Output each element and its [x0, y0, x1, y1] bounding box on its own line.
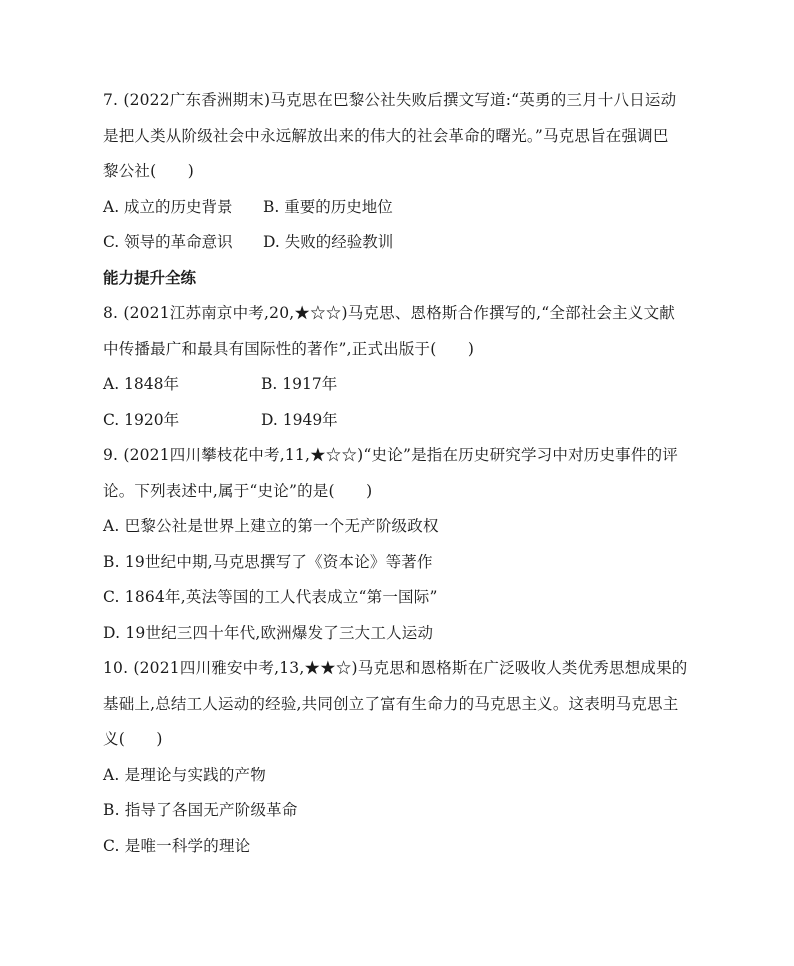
question-8-option-a: A. 1848年 — [103, 375, 179, 393]
question-10-stem-line-2: 基础上,总结工人运动的经验,共同创立了富有生命力的马克思主义。这表明马克思主 — [103, 694, 679, 713]
question-7-option-a: A. 成立的历史背景 — [103, 197, 233, 216]
question-9-stem-line-1: 9. (2021四川攀枝花中考,11,★☆☆)“史论”是指在历史研究学习中对历史事件的评 — [103, 446, 678, 464]
question-9 — [103, 438, 698, 651]
question-9-option-c: C. 1864年,英法等国的工人代表成立“第一国际” — [103, 588, 438, 606]
question-8-stem-line-1: 8. (2021江苏南京中考,20,★☆☆)马克思、恩格斯合作撰写的,“全部社会主义文献 — [103, 304, 675, 322]
question-7-stem-line-2: 是把人类从阶级社会中永远解放出来的伟大的社会革命的曙光。”马克思旨在强调巴 — [103, 126, 669, 145]
question-7 — [103, 83, 698, 261]
document-page — [103, 83, 698, 864]
question-10-stem-line-1: 10. (2021四川雅安中考,13,★★☆)马克思和恩格斯在广泛吸收人类优秀思想成果的 — [103, 659, 688, 677]
question-8 — [103, 296, 698, 438]
section-title: 能力提升全练 — [103, 268, 197, 287]
question-8-option-b: B. 1917年 — [261, 375, 338, 393]
question-7-stem-line-1: 7. (2022广东香洲期末)马克思在巴黎公社失败后撰文写道:“英勇的三月十八日运动 — [103, 91, 677, 109]
question-7-stem-line-3: 黎公社( ) — [103, 162, 194, 180]
question-8-option-c: C. 1920年 — [103, 410, 180, 429]
question-7-option-b: B. 重要的历史地位 — [263, 197, 393, 216]
question-7-option-c: C. 领导的革命意识 — [103, 233, 233, 251]
question-9-option-a: A. 巴黎公社是世界上建立的第一个无产阶级政权 — [103, 517, 439, 535]
question-10-option-a: A. 是理论与实践的产物 — [103, 765, 266, 784]
question-10-option-c: C. 是唯一科学的理论 — [103, 836, 251, 855]
question-8-stem-line-2: 中传播最广和最具有国际性的著作”,正式出版于( ) — [103, 339, 475, 358]
question-9-option-d: D. 19世纪三四十年代,欧洲爆发了三大工人运动 — [103, 623, 434, 642]
question-10-stem-line-3: 义( ) — [103, 730, 163, 748]
question-10 — [103, 651, 698, 864]
question-7-options-row-2 — [103, 225, 698, 261]
question-10-option-b: B. 指导了各国无产阶级革命 — [103, 801, 298, 819]
question-9-stem-line-2: 论。下列表述中,属于“史论”的是( ) — [103, 481, 373, 500]
question-8-options-row-2 — [103, 403, 698, 439]
question-8-option-d: D. 1949年 — [261, 410, 338, 429]
question-7-option-d: D. 失败的经验教训 — [263, 233, 394, 251]
question-9-option-b: B. 19世纪中期,马克思撰写了《资本论》等著作 — [103, 552, 433, 571]
question-7-options-row-1 — [103, 190, 698, 226]
question-8-options-row-1 — [103, 367, 698, 403]
